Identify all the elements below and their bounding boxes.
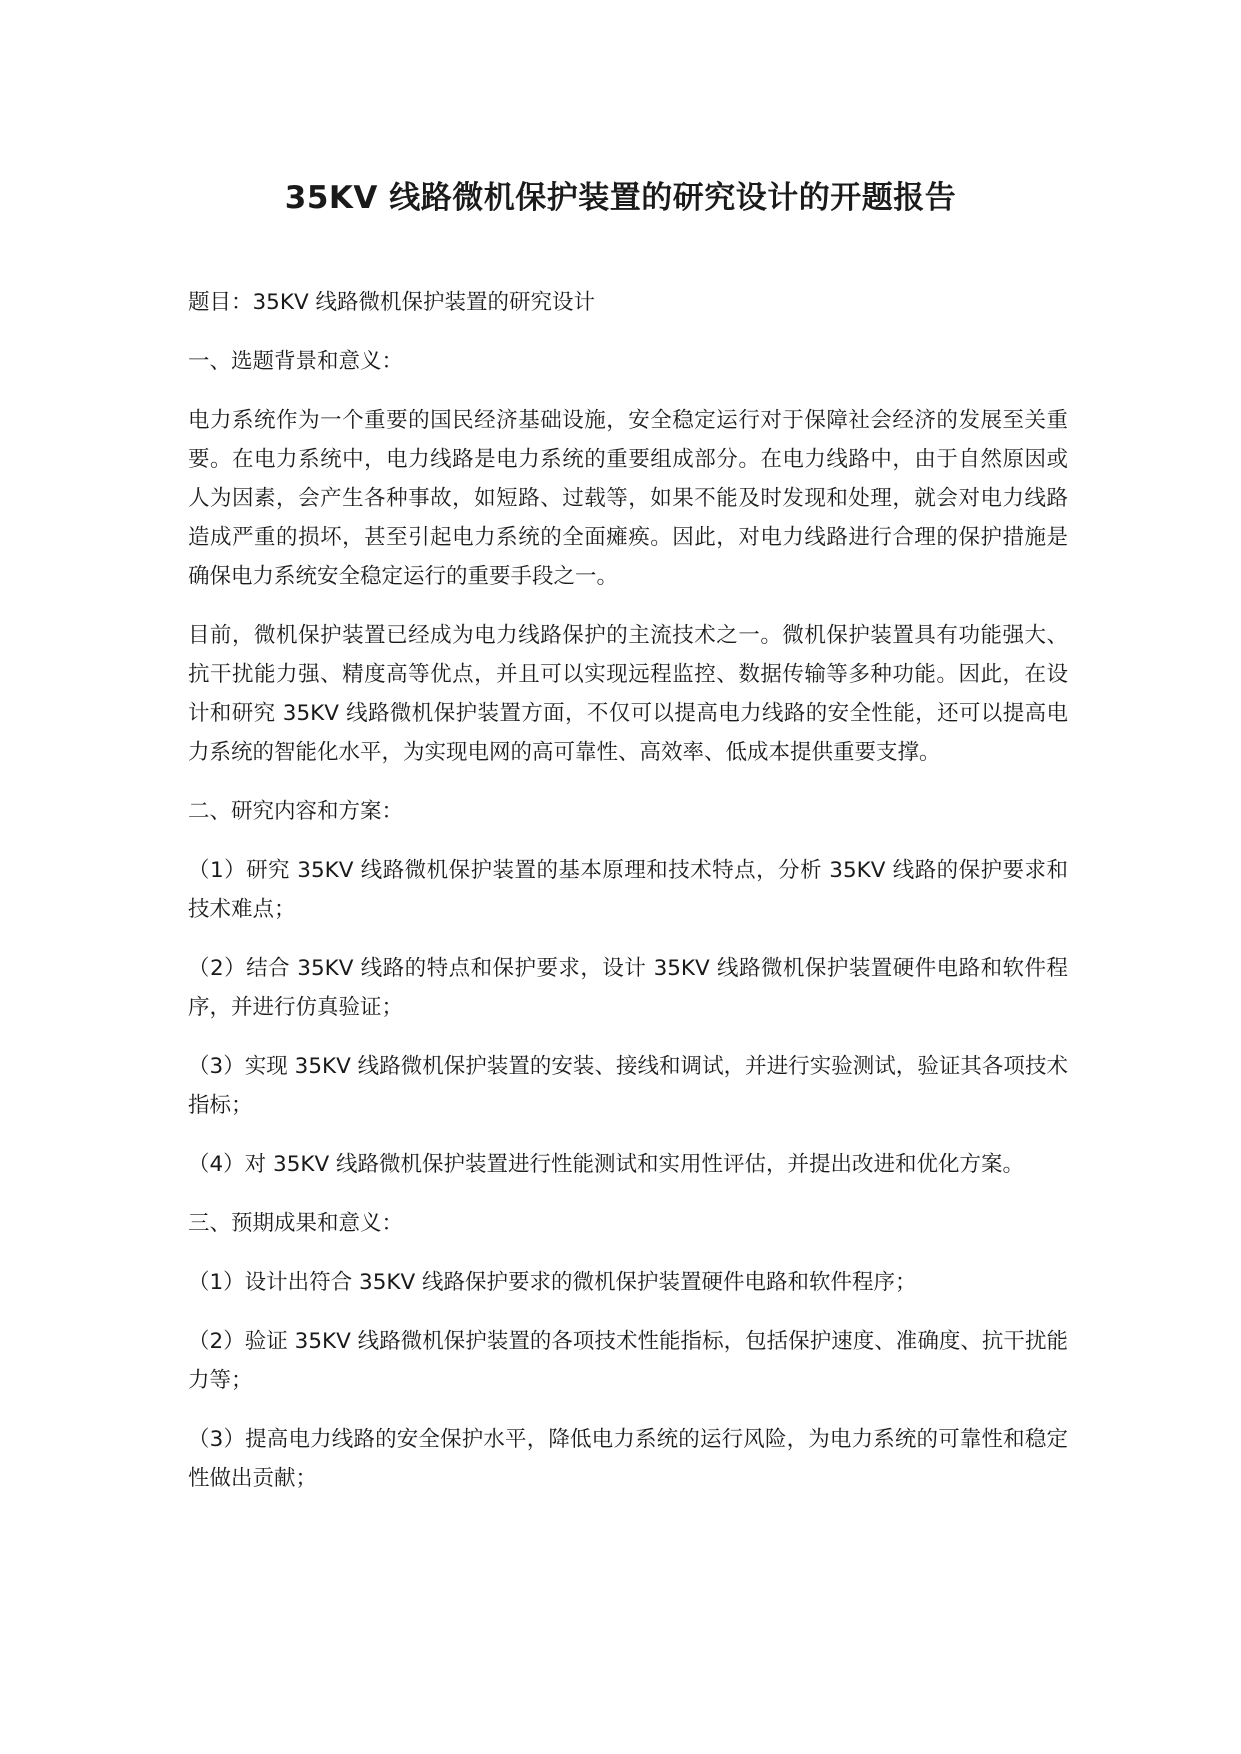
topic-line: 题目：35KV 线路微机保护装置的研究设计 <box>188 290 596 315</box>
outcome-item-3: （3）提高电力线路的安全保护水平，降低电力系统的运行风险，为电力系统的可靠性和稳定性做出贡献； <box>188 1427 1068 1491</box>
document-title: 35KV 线路微机保护装置的研究设计的开题报告 <box>284 180 957 216</box>
research-item-2: （2）结合 35KV 线路的特点和保护要求，设计 35KV 线路微机保护装置硬件电路和软件程序，并进行仿真验证； <box>188 956 1068 1020</box>
research-item-3: （3）实现 35KV 线路微机保护装置的安装、接线和调试，并进行实验测试，验证其各项技术指标； <box>188 1054 1068 1118</box>
paragraph-background-1: 电力系统作为一个重要的国民经济基础设施，安全稳定运行对于保障社会经济的发展至关重要。在电力系统中，电力线路是电力系统的重要组成部分。在电力线路中，由于自然原因或人为因素，会产生各种事故，如短路、过载等，如果不能及时发现和处理，就会对电力线路造成严重的损坏，甚至引起电力系统的全面瘫痪。因此，对电力线路进行合理的保护措施是确保电力系统安全稳定运行的重要手段之一。 <box>188 408 1068 589</box>
section-heading-background: 一、选题背景和意义： <box>188 349 404 374</box>
document-body <box>188 283 1068 1518</box>
outcome-item-1: （1）设计出符合 35KV 线路保护要求的微机保护装置硬件电路和软件程序； <box>188 1270 917 1295</box>
paragraph-background-2: 目前，微机保护装置已经成为电力线路保护的主流技术之一。微机保护装置具有功能强大、抗干扰能力强、精度高等优点，并且可以实现远程监控、数据传输等多种功能。因此，在设计和研究 35KV 线路微机保护装置方面，不仅可以提高电力线路的安全性能，还可以提高电力系统的智能化水平，为实现电网的高可靠性、高效率、低成本提供重要支撑。 <box>188 623 1068 765</box>
section-heading-research: 二、研究内容和方案： <box>188 799 404 824</box>
research-item-1: （1）研究 35KV 线路微机保护装置的基本原理和技术特点，分析 35KV 线路的保护要求和技术难点； <box>188 858 1068 922</box>
research-item-4: （4）对 35KV 线路微机保护装置进行性能测试和实用性评估，并提出改进和优化方案。 <box>188 1152 1025 1177</box>
outcome-item-2: （2）验证 35KV 线路微机保护装置的各项技术性能指标，包括保护速度、准确度、抗干扰能力等； <box>188 1329 1068 1393</box>
section-heading-outcomes: 三、预期成果和意义： <box>188 1211 404 1236</box>
